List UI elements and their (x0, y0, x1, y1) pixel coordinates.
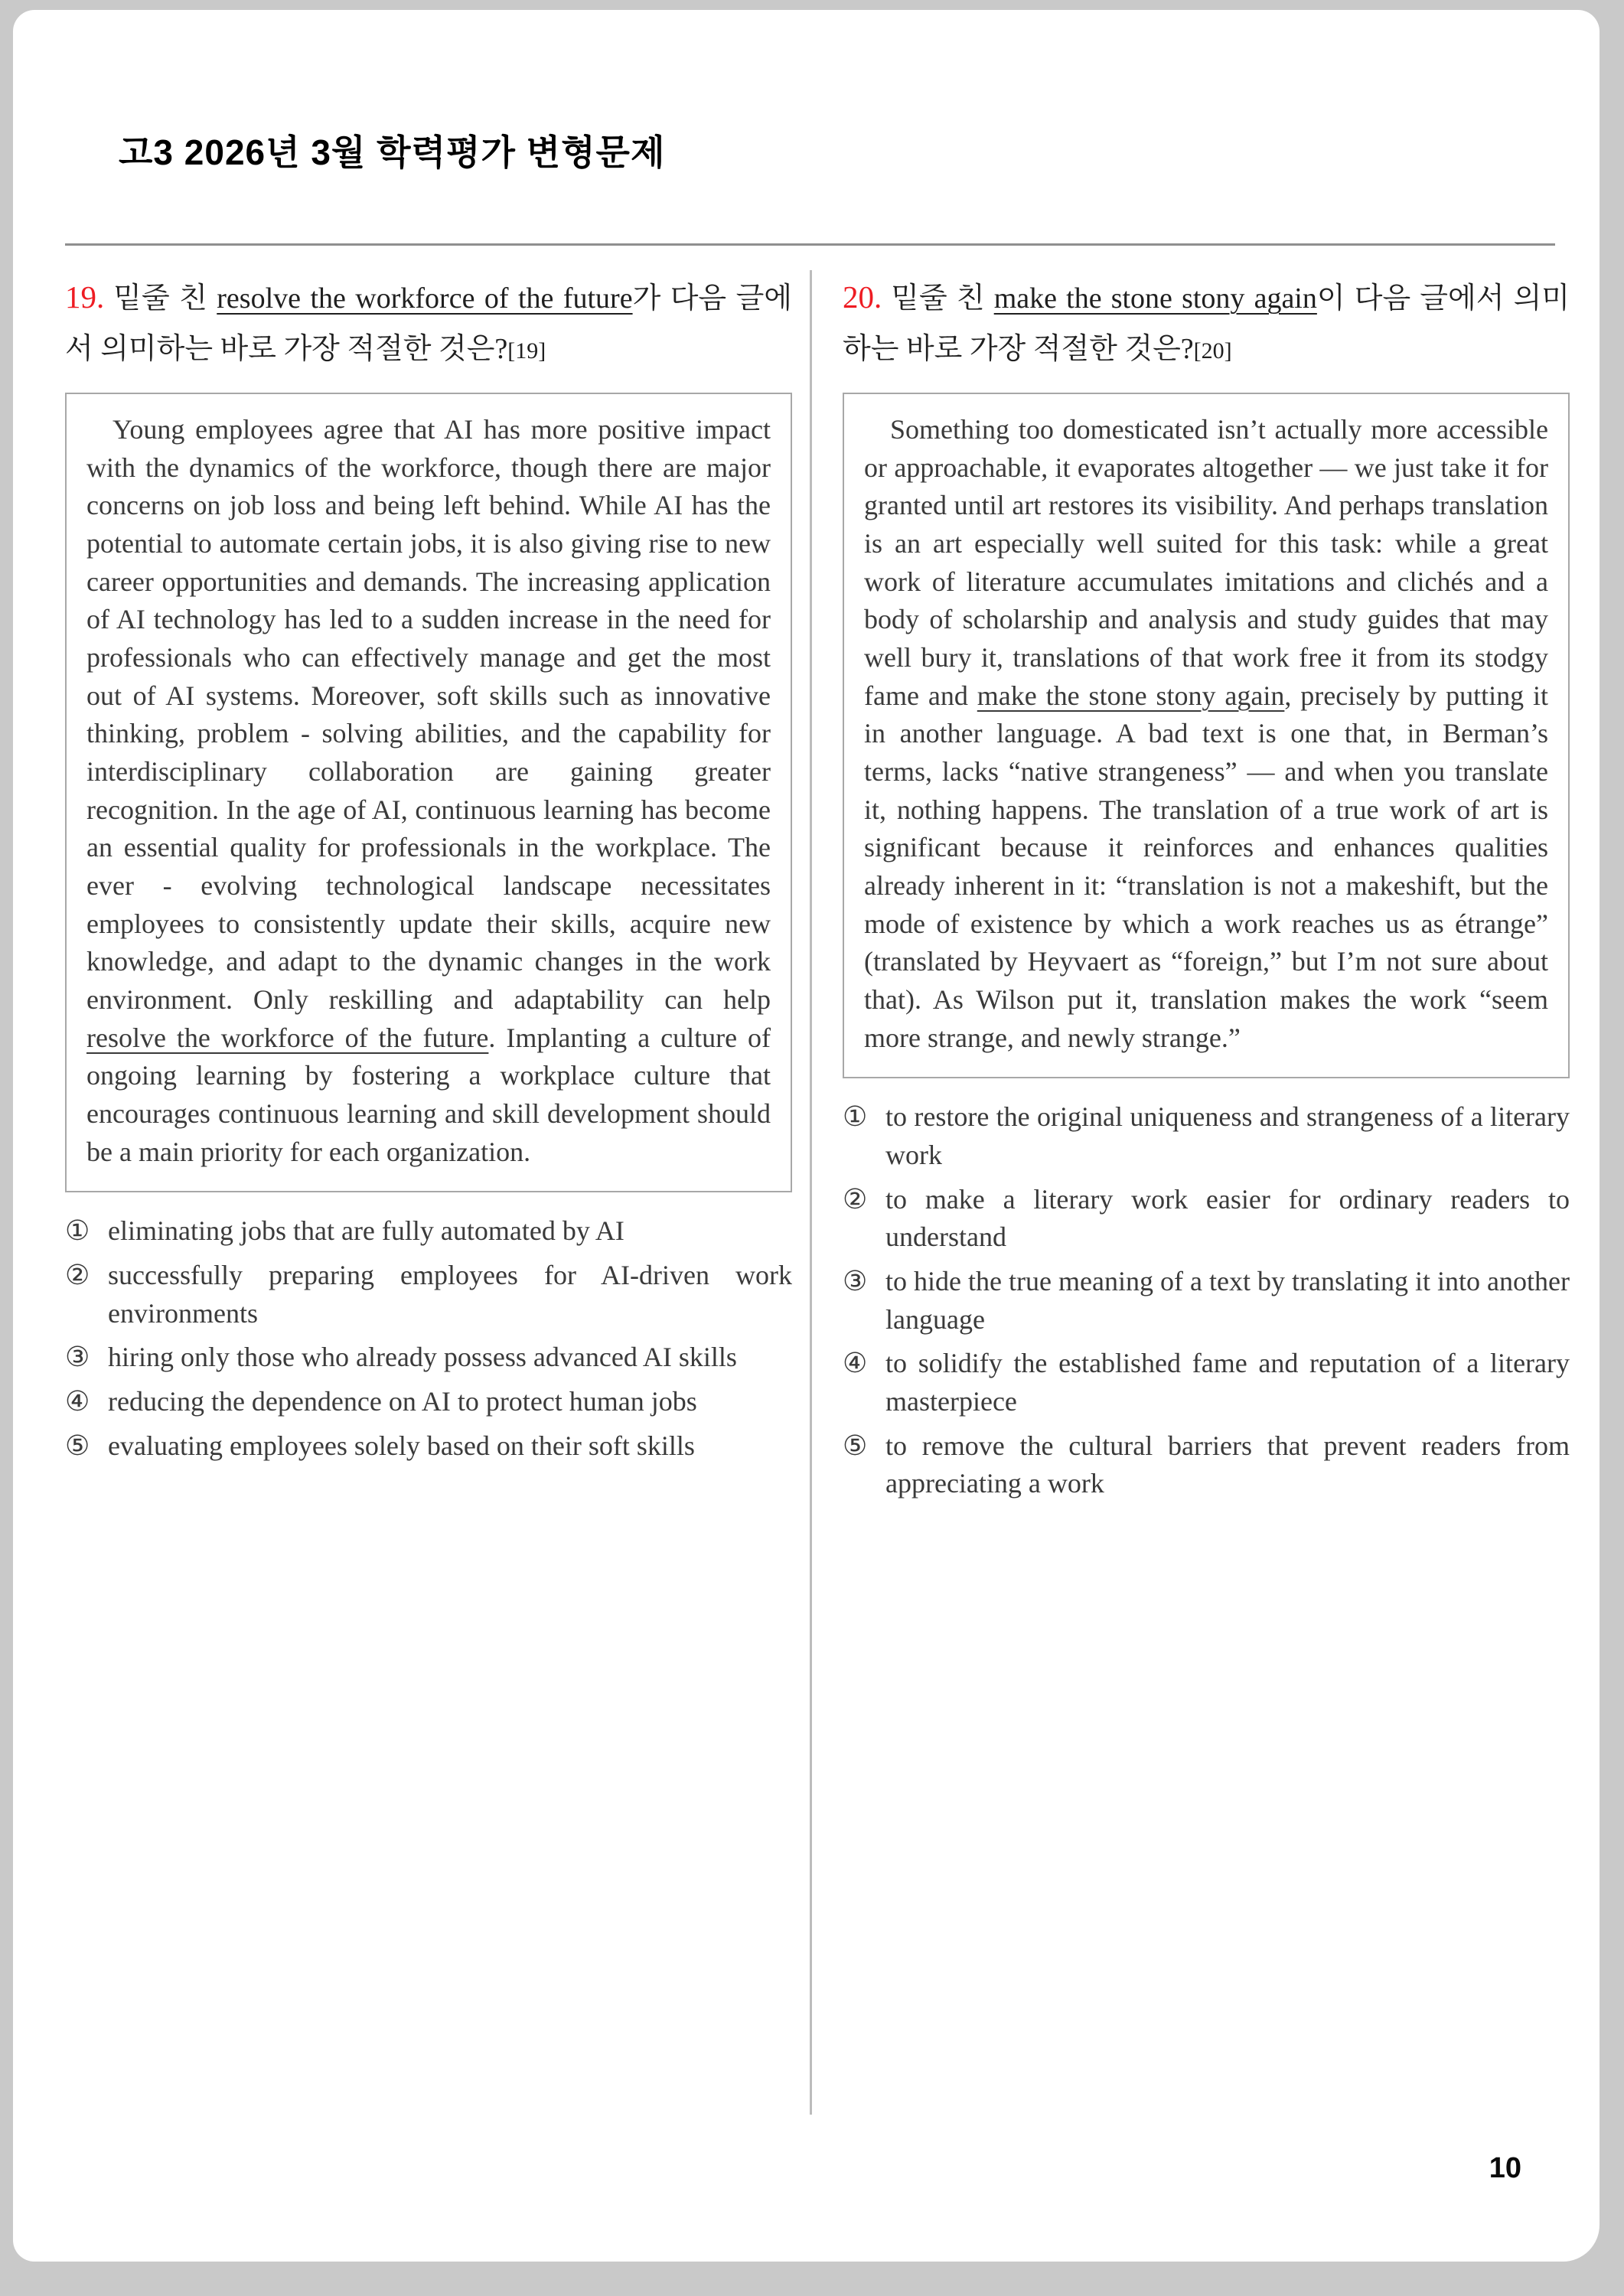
option-5-marker: ⑤ (65, 1430, 90, 1461)
option-2-marker: ② (65, 1259, 90, 1290)
document-page (13, 10, 1600, 2262)
option-4-text: to solidify the established fame and reputation of a literary masterpiece (885, 1348, 1570, 1417)
passage-text: Something too domesticated isn’t actually more accessible or approachable, it evaporates altogether — we just take it for granted until art restores its visibility. And perhaps translation is an art especially well suited for this task: while a great work of literature accumulates imitations and clichés and a body of scholarship and analysis and study guides that may well bury it, translations of that work free it from its stodgy fame and (864, 413, 1548, 711)
column-divider (810, 270, 812, 2115)
option-2-text: to make a literary work easier for ordinary readers to understand (885, 1183, 1570, 1253)
option-4 (843, 1345, 1570, 1420)
option-3 (843, 1263, 1570, 1339)
option-5-marker: ⑤ (843, 1430, 868, 1461)
option-1 (843, 1098, 1570, 1174)
question-20 (843, 270, 1570, 1509)
question-19-options (65, 1212, 792, 1465)
option-1-marker: ① (65, 1215, 90, 1247)
header-divider (65, 243, 1555, 246)
option-4-text: reducing the dependence on AI to protect human jobs (108, 1386, 697, 1417)
option-2 (65, 1257, 792, 1332)
page-title: 고3 2026년 3월 학력평가 변형문제 (119, 132, 666, 172)
option-2 (843, 1181, 1570, 1257)
option-3 (65, 1339, 792, 1377)
option-1 (65, 1212, 792, 1251)
question-19-number: 19. (65, 279, 105, 315)
option-5 (843, 1427, 1570, 1503)
prompt-text: 가 다음 글에서 의미하는 바로 가장 적절한 것은? (65, 282, 793, 365)
question-19-source-ref: [19] (507, 338, 546, 364)
passage-underlined-phrase: resolve the workforce of the future (86, 1022, 489, 1053)
passage-underlined-phrase: make the stone stony again (977, 680, 1285, 711)
prompt-text: 이 다음 글에서 의미하는 바로 가장 적절한 것은? (843, 282, 1570, 365)
question-20-options (843, 1098, 1570, 1503)
prompt-text: 밑줄 친 (113, 282, 217, 315)
passage-text: , precisely by putting it in another language. A bad text is one that, in Berman’s terms, lacks “native strangeness” — and when you translate it, nothing happens. The translation of a true work of art is significant because it reinforces and enhances qualities already inherent in it: “translation is not a makeshift, but the mode of existence by which a work reaches us as étrange” (translated by Heyvaert as “foreign,” but I’m not sure about that). As Wilson put it, translation makes the work “seem more strange, and newly strange.” (864, 680, 1549, 1053)
option-5-text: to remove the cultural barriers that prevent readers from appreciating a work (885, 1430, 1570, 1499)
question-19-prompt (65, 270, 792, 374)
option-3-marker: ③ (65, 1342, 90, 1373)
page-number: 10 (1489, 2152, 1521, 2184)
option-5 (65, 1427, 792, 1466)
option-3-text: to hide the true meaning of a text by translating it into another language (885, 1265, 1570, 1335)
question-20-source-ref: [20] (1193, 338, 1232, 364)
option-1-marker: ① (843, 1101, 868, 1133)
prompt-text: 밑줄 친 (891, 282, 994, 315)
option-5-text: evaluating employees solely based on their soft skills (108, 1430, 695, 1461)
question-20-prompt (843, 270, 1570, 374)
question-19 (65, 270, 792, 1471)
option-1-text: to restore the original uniqueness and strangeness of a literary work (885, 1101, 1570, 1170)
option-2-text: successfully preparing employees for AI-driven work environments (108, 1259, 792, 1329)
option-4-marker: ④ (65, 1386, 90, 1417)
option-3-text: hiring only those who already possess advanced AI skills (108, 1342, 737, 1373)
option-2-marker: ② (843, 1183, 868, 1215)
question-20-number: 20. (843, 279, 882, 315)
option-4 (65, 1383, 792, 1421)
passage-text: Young employees agree that AI has more positive impact with the dynamics of the workforce, though there are major concerns on job loss and being left behind. While AI has the potential to automate certain jobs, it is also giving rise to new career opportunities and demands. The increasing application of AI technology has led to a sudden increase in the need for professionals who can effectively manage and get the most out of AI systems. Moreover, soft skills such as innovative thinking, problem - solving abilities, and the capability for interdisciplinary collaboration are gaining greater recognition. In the age of AI, continuous learning has become an essential quality for professionals in the workplace. The ever - evolving technological landscape necessitates employees to consistently update their skills, acquire new knowledge, and adapt to the dynamic changes in the work environment. Only reskilling and adaptability can help (86, 413, 771, 1015)
passage-text: . Implanting a culture of ongoing learning by fostering a workplace culture that encourages continuous learning and skill development should be a main priority for each organization. (86, 1022, 771, 1167)
option-1-text: eliminating jobs that are fully automated by AI (108, 1215, 624, 1247)
two-column-layout (65, 270, 1570, 2115)
question-20-passage (843, 393, 1570, 1078)
question-19-passage (65, 393, 792, 1192)
prompt-underlined-phrase: resolve the workforce of the future (217, 282, 633, 315)
option-4-marker: ④ (843, 1348, 868, 1379)
prompt-underlined-phrase: make the stone stony again (993, 282, 1317, 315)
option-3-marker: ③ (843, 1265, 868, 1296)
